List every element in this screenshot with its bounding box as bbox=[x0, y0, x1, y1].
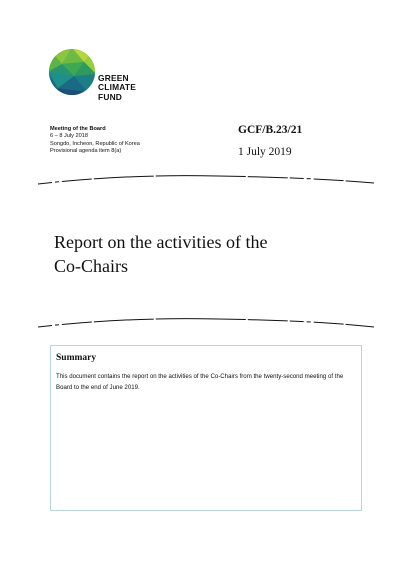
wave-divider-bottom bbox=[38, 316, 374, 332]
title-line-2: Co-Chairs bbox=[54, 256, 128, 276]
logo-wordmark bbox=[98, 74, 136, 102]
meeting-dates: 6 – 8 July 2018 bbox=[50, 133, 88, 140]
summary-box bbox=[50, 345, 362, 511]
wave-divider-top bbox=[38, 174, 374, 190]
meeting-location: Songdo, Incheon, Republic of Korea bbox=[50, 140, 140, 147]
meeting-info bbox=[50, 126, 140, 156]
summary-text: This document contains the report on the activities of the Co-Chairs from the twenty-second meeting of the Board to the end of June 2019. bbox=[56, 373, 344, 391]
meeting-title: Meeting of the Board bbox=[50, 126, 106, 132]
document-date: 1 July 2019 bbox=[238, 146, 292, 158]
logo-line-fund: FUND bbox=[98, 91, 123, 102]
document-code: GCF/B.23/21 bbox=[238, 124, 303, 136]
logo-line-climate: CLIMATE bbox=[98, 82, 136, 93]
summary-heading: Summary bbox=[56, 353, 97, 363]
document-title bbox=[54, 230, 354, 278]
logo-line-green: GREEN bbox=[98, 73, 129, 83]
gcf-logo bbox=[48, 48, 158, 110]
globe-logo-icon bbox=[48, 48, 96, 96]
title-line-1: Report on the activities of the bbox=[54, 232, 268, 252]
agenda-item: Provisional agenda item 8(a) bbox=[50, 148, 122, 155]
